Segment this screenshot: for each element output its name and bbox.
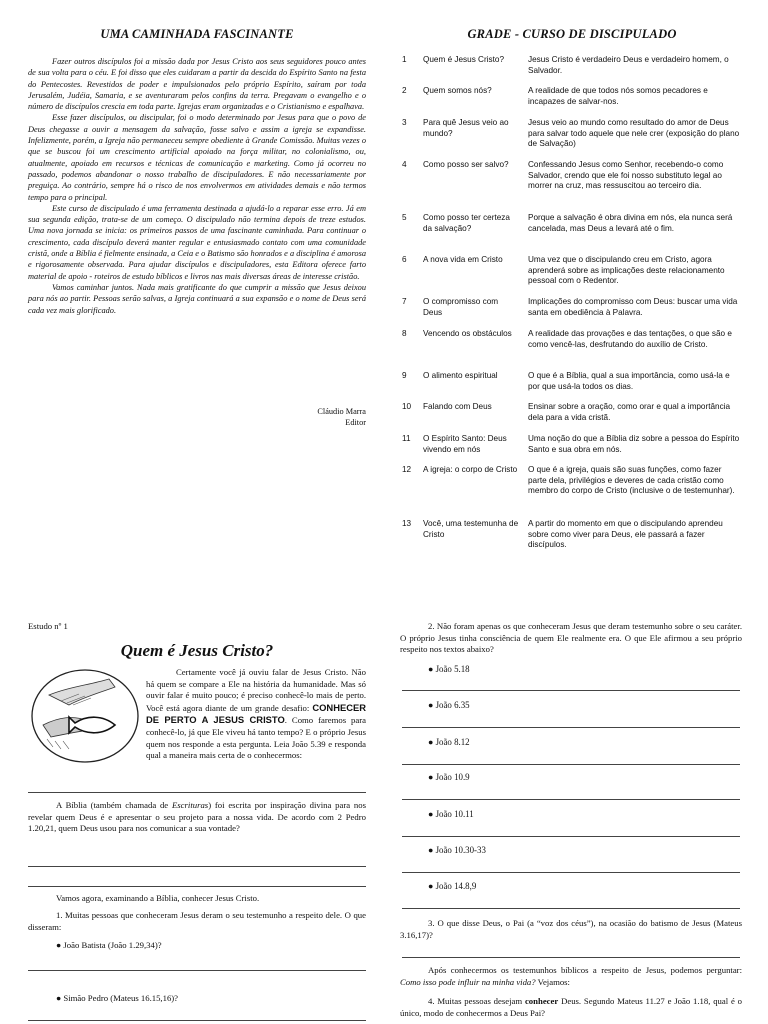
- grade-row: [402, 465, 742, 513]
- intro-text: [28, 56, 366, 316]
- grade-question: Para quê Jesus veio ao mundo?: [423, 118, 509, 138]
- grade-answer: Implicações do compromisso com Deus: buscar uma vida santa em obediência à Palavra.: [528, 297, 738, 317]
- signature-role: Editor: [345, 418, 366, 427]
- answer-line: [402, 957, 740, 958]
- intro-paragraph: Vamos caminhar juntos. Nada mais gratificante do que cumprir a missão que Jesus deixou para nós ao partir. Pessoas serão salvas, a Igreja continuará a sua expansão e o nome de Deus será cada vez mais glorificado.: [28, 282, 366, 315]
- q2-item: ● João 10.30-33: [428, 845, 486, 855]
- grade-row: [402, 297, 742, 325]
- grade-question: Como posso ser salvo?: [423, 160, 509, 169]
- question-2: 2. Não foram apenas os que conheceram Jesus que deram testemunho sobre o seu caráter. O próprio Jesus tinha consciência de quem Ele realmente era. O que Ele afirmou a seu próprio respeito nos textos abaixo?: [400, 621, 742, 655]
- grade-num: 4: [402, 160, 407, 169]
- question-1: 1. Muitas pessoas que conheceram Jesus deram o seu testemunho a respeito dele. O que disseram:: [28, 910, 366, 932]
- grade-answer: Uma noção do que a Bíblia diz sobre a pessoa do Espírito Santo e sua obra em nós.: [528, 434, 740, 454]
- grade-num: 11: [402, 434, 411, 443]
- q2-item: ● João 5.18: [428, 664, 470, 674]
- grade-num: 13: [402, 519, 412, 528]
- study-intro: [28, 667, 366, 769]
- question-3: 3. O que disse Deus, o Pai (a “voz dos céus”), na ocasião do batismo de Jesus (Mateus 3.16,17)?: [400, 918, 742, 940]
- intro-title: UMA CAMINHADA FASCINANTE: [100, 27, 294, 41]
- grade-question: A igreja: o corpo de Cristo: [423, 465, 518, 474]
- examining-text: Vamos agora, examinando a Bíblia, conhecer Jesus Cristo.: [56, 893, 260, 903]
- q2-item: ● João 10.11: [428, 809, 474, 819]
- grade-num: 2: [402, 86, 407, 95]
- grade-row: [402, 55, 742, 85]
- grade-row: [402, 402, 742, 430]
- answer-line: [402, 727, 740, 728]
- grade-question: O Espírito Santo: Deus vivendo em nós: [423, 434, 507, 454]
- grade-row: [402, 86, 742, 116]
- grade-row: [402, 160, 742, 210]
- study-title: Quem é Jesus Cristo?: [120, 641, 274, 660]
- grade-answer: A partir do momento em que o discipulando aprendeu sobre como viver para Deus, ele passará a fazer discípulos.: [528, 519, 723, 550]
- grade-row: [402, 371, 742, 399]
- answer-line: [28, 970, 366, 971]
- signature-name: Cláudio Marra: [317, 407, 366, 416]
- q2-item: ● João 8.12: [428, 737, 470, 747]
- grade-question: A nova vida em Cristo: [423, 255, 503, 264]
- grade-title: GRADE - CURSO DE DISCIPULADO: [467, 27, 677, 41]
- grade-answer: O que é a igreja, quais são suas funções, como fazer parte dela, privilégios e deveres de cada cristão como membro do corpo de Cristo (inclusive o de testemunhar).: [528, 465, 735, 496]
- answer-line: [28, 866, 366, 867]
- q2-item: ● João 6.35: [428, 700, 470, 710]
- grade-answer: A realidade de que todos nós somos pecadores e incapazes de salvar-nos.: [528, 86, 708, 106]
- grade-num: 8: [402, 329, 407, 338]
- grade-question: Quem é Jesus Cristo?: [423, 55, 504, 64]
- bible-para-text-end: ) foi escrita por inspiração divina para nos revelar quem Deus é e apresentar o seu projeto para a nossa vida. De acordo com 2 Pedro 1.20,21, quem Deus usou para nos comunicar a sua vontade?: [28, 800, 366, 834]
- answer-line: [402, 872, 740, 873]
- q1-item: ● Simão Pedro (Mateus 16.15,16)?: [56, 993, 179, 1003]
- grade-num: 7: [402, 297, 407, 306]
- grade-question: Você, uma testemunha de Cristo: [423, 519, 519, 539]
- answer-line: [402, 908, 740, 909]
- answer-line: [402, 690, 740, 691]
- grade-row: [402, 255, 742, 293]
- grade-row: [402, 118, 742, 158]
- grade-num: 10: [402, 402, 412, 411]
- after-italic: Como isso pode influir na minha vida?: [400, 976, 536, 987]
- grade-answer: Porque a salvação é obra divina em nós, ela nunca será cancelada, mas Deus a levará até o fim.: [528, 213, 733, 233]
- bible-paragraph: [28, 800, 366, 835]
- grade-question: Falando com Deus: [423, 402, 492, 411]
- question-4: 4. Muitas pessoas desejam conhecer Deus. Segundo Mateus 11.27 e João 1.18, qual é o único, modo de conhecermos a Deus Pai?: [400, 996, 743, 1018]
- grade-num: 12: [402, 465, 412, 474]
- grade-num: 6: [402, 255, 407, 264]
- grade-num: 5: [402, 213, 407, 222]
- answer-line: [28, 886, 366, 887]
- grade-num: 3: [402, 118, 407, 127]
- intro-paragraph: Fazer outros discípulos foi a missão dada por Jesus Cristo aos seus seguidores pouco antes de sua volta para o céu. E foi disso que eles cuidaram a partir da descida do Espírito Santo na festa do Pentecostes. Revestidos de poder e impulsionados pelo próprio Espírito, saíram por toda Jerusalém, Judéia, Samaria, e se aventuraram pelos confins da terra. Pregavam o evangelho e o número de discípulos crescia em toda parte. Igrejas eram organizadas e o Cristianismo e espalhava.: [28, 57, 366, 112]
- study-intro-text-end: . Como faremos para conhecê-lo, já que Ele viveu há tanto tempo? E o próprio Jesus quem nos responde a esta pergunta. Leia João 5.39 e responda qual a maneira mais certa de o conhecermos:: [146, 715, 366, 761]
- grade-answer: Jesus veio ao mundo como resultado do amor de Deus para salvar todo aquele que nele crer (exposição do plano de Salvação): [528, 118, 740, 149]
- grade-num: 9: [402, 371, 407, 380]
- study-intro-bold: CONHECER DE PERTO A JESUS CRISTO: [146, 701, 367, 726]
- q4-bold: conhecer: [524, 996, 559, 1006]
- grade-num: 1: [402, 55, 407, 64]
- after-testimonies: Após conhecermos os testemunhos bíblicos a respeito de Jesus, podemos perguntar: Como isso pode influir na minha vida? Vejamos:: [400, 965, 742, 987]
- study-intro-text: Certamente você já ouviu falar de Jesus Cristo. Não há quem se compare a Ele na história da humanidade. Mas só ouvir falar é muito pouco; é preciso conhecê-lo mais de perto. Você está agora diante de um grande desafio:: [146, 667, 366, 713]
- bible-para-italic: Escrituras: [171, 800, 209, 810]
- answer-line: [402, 799, 740, 800]
- grade-row: [402, 213, 742, 251]
- bible-para-text: A Bíblia (também chamada de: [56, 800, 169, 810]
- answer-line: [402, 764, 740, 765]
- grade-answer: Jesus Cristo é verdadeiro Deus e verdadeiro homem, o Salvador.: [528, 55, 729, 75]
- answer-line: [402, 836, 740, 837]
- grade-question: Como posso ter certeza da salvação?: [423, 213, 510, 233]
- intro-paragraph: Este curso de discipulado é uma ferramenta destinada a ajudá-lo a reparar esse erro. Já em sua segunda edição, trata-se de um começo. O discipulado não termina depois de treze estudos. Uma nova jornada se inicia: os primeiros passos de uma fascinante caminhada. Para continuar o crescimento, cada discípulo deverá manter regular e entusiasmado contato com uma comunidade cristã, onde a Bíblia é fielmente ensinada, a Ceia e o Batismo são honrados e a disciplina é amorosa e rigorosamente observada. Para ajudar discípulos e discipuladores, esta Editora oferece farto material de apoio - roteiros de estudo bíblicos e livros nas mais diversas áreas de interesse cristão.: [28, 203, 366, 281]
- intro-paragraph: Esse fazer discípulos, ou discipular, foi o modo determinado por Jesus para que o povo de Deus chegasse a ouvir a mensagem da salvação, fosse salvo e assim a igreja se expandisse. Infelizmente, porém, a Igreja não permaneceu sempre obediente à Grande Comissão. Muitas vezes o que se buscou foi um crescimento artificial apoiado na força militar, no colonialismo, ou, atualmente, apoiado em recursos e técnicas de comunicação e marketing. Como já ocorreu no passado, podemos abandonar o nosso trabalho de discipuladores. E não necessariamente por preguiça. Ao contrário, sempre há o risco de nos envolvermos em atividades demais e não termos tempo para o principal.: [28, 113, 366, 202]
- q2-item: ● João 14.8,9: [428, 881, 477, 891]
- grade-question: Quem somos nós?: [423, 86, 492, 95]
- grade-answer: Confessando Jesus como Senhor, recebendo-o como Salvador, crendo que ele foi nosso substituto legal ao morrer na cruz, mas ressuscitou ao terceiro dia.: [528, 160, 724, 191]
- grade-answer: A realidade das provações e das tentações, o que são e como vencê-las, desfrutando do auxílio de Cristo.: [528, 329, 732, 349]
- grade-row: [402, 519, 742, 557]
- grade-question: O compromisso com Deus: [423, 297, 499, 317]
- grade-question: Vencendo os obstáculos: [423, 329, 512, 338]
- answer-line: [28, 1020, 366, 1021]
- grade-answer: O que é a Bíblia, qual a sua importância, como usá-la e por que usá-la todos os dias.: [528, 371, 730, 391]
- study-label: Estudo nº 1: [28, 621, 68, 631]
- grade-answer: Ensinar sobre a oração, como orar e qual a importância dela para a vida cristã.: [528, 402, 731, 422]
- grade-answer: Uma vez que o discipulando creu em Cristo, agora aprenderá sobre as implicações deste relacionamento pessoal com o Redentor.: [528, 255, 725, 286]
- grade-question: O alimento espiritual: [423, 371, 498, 380]
- answer-line: [28, 792, 366, 793]
- grade-row: [402, 329, 742, 367]
- grade-row: [402, 434, 742, 462]
- q2-item: ● João 10.9: [428, 772, 470, 782]
- q1-item: ● João Batista (João 1.29,34)?: [56, 940, 162, 950]
